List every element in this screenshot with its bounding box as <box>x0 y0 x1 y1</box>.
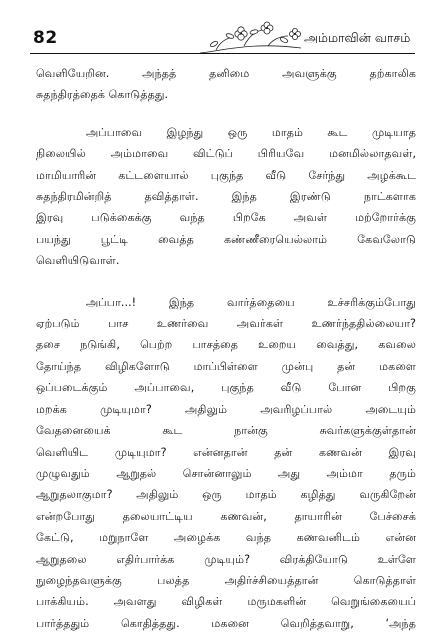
paragraph-gap <box>36 106 416 122</box>
paragraph-gap <box>36 272 416 292</box>
paragraph-2 <box>36 122 416 272</box>
text-line: வெளியேறின. அந்தத் தனிமை அவளுக்கு தற்காலிக <box>36 67 416 80</box>
text-line: ஒப்படைக்கும் அப்பாவை, புகுந்த வீடு போன பிறகு <box>36 381 416 395</box>
text-line: பயந்து பூட்டி வைத்த கண்ணீரையெல்லாம் கேவலோடு <box>36 232 416 246</box>
text-line: மறக்க முடியுமா? அதிலும் அவரிழப்பால் அடையும் <box>36 402 416 416</box>
text-line: அப்பா...! இந்த வார்த்தையை உச்சரிக்கும்போது <box>86 295 416 309</box>
text-line: வெளியிடுவாள். <box>36 254 120 268</box>
text-line: நிலையில் அம்மாவை விட்டுப் பிரியவே மனமில்லாதவள், <box>36 147 416 161</box>
floral-ornament-icon <box>196 20 306 56</box>
text-line: இரவு படுக்கைக்கு வந்த பிறகே அவள் மற்றோர்க்கு <box>36 211 416 225</box>
text-line: ஆறுதலாகுமா? அதிலும் ஒரு மாதம் கழித்து வருகிறேன் <box>36 488 416 502</box>
text-line: அப்பாவை இழந்து ஒரு மாதம் கூட முடியாத <box>86 125 416 139</box>
paragraph-1 <box>36 63 416 106</box>
text-line: ஏற்படும் பாச உணர்வை அவர்கள் உணர்ந்ததில்லையா? <box>36 317 416 331</box>
text-line: கேட்டு, மறுநாளே அழைக்க வந்த கணவனிடம் என்ன <box>36 531 416 545</box>
body-text <box>36 63 416 634</box>
text-line: தசை நடுங்கி, பெற்ற பாசத்தை உறைய வைத்து, கவலை <box>36 338 416 352</box>
header-divider <box>30 53 415 54</box>
text-line: பார்த்ததும் கொதித்தது. மகனை வெறித்தவாறு, ‘அந்த <box>36 616 416 630</box>
page-number: 82 <box>33 28 58 48</box>
text-line: முழுவதும் ஆறுதல் சொன்னாலும் அது அம்மா தரும் <box>36 466 416 480</box>
page-header <box>0 0 436 62</box>
text-line: தோய்ந்த விழிகளோடு மாப்பிள்ளை முன்பு தன் மகளை <box>36 359 416 373</box>
text-line: சுதந்திரத்தைக் கொடுத்தது. <box>36 88 169 102</box>
paragraph-3 <box>36 292 416 634</box>
running-title: அம்மாவின் வாசம் <box>304 30 411 45</box>
text-line: என்றபோது தலையாட்டிய கணவன், தாயாரின் பேச்சைக் <box>36 509 416 523</box>
text-line: நுழைந்தவளுக்கு பலத்த அதிர்ச்சியைத்தான் கொடுத்தாள் <box>36 573 416 587</box>
text-line: ஆறுதலை எதிர்பார்க்க முடியும்? விரக்தியோடு உள்ளே <box>36 552 416 566</box>
text-line: சுதந்திரமின்றித் தவித்தாள். இந்த இரண்டு நாட்களாக <box>36 190 416 204</box>
text-line: வேதனையைக் கூட நான்கு சுவர்களுக்குள்தான் <box>36 424 416 438</box>
text-line: மாமியாரின் கட்டளையால் புகுந்த வீடு சேர்ந்து அழக்கூட <box>36 168 416 182</box>
text-line: வெளியிட முடியுமா? என்னதான் தன் கணவன் இரவு <box>36 445 416 459</box>
text-line: பாக்கியம். அவளது விழிகள் மருமகளின் வெறுங்கையைப் <box>36 595 416 609</box>
